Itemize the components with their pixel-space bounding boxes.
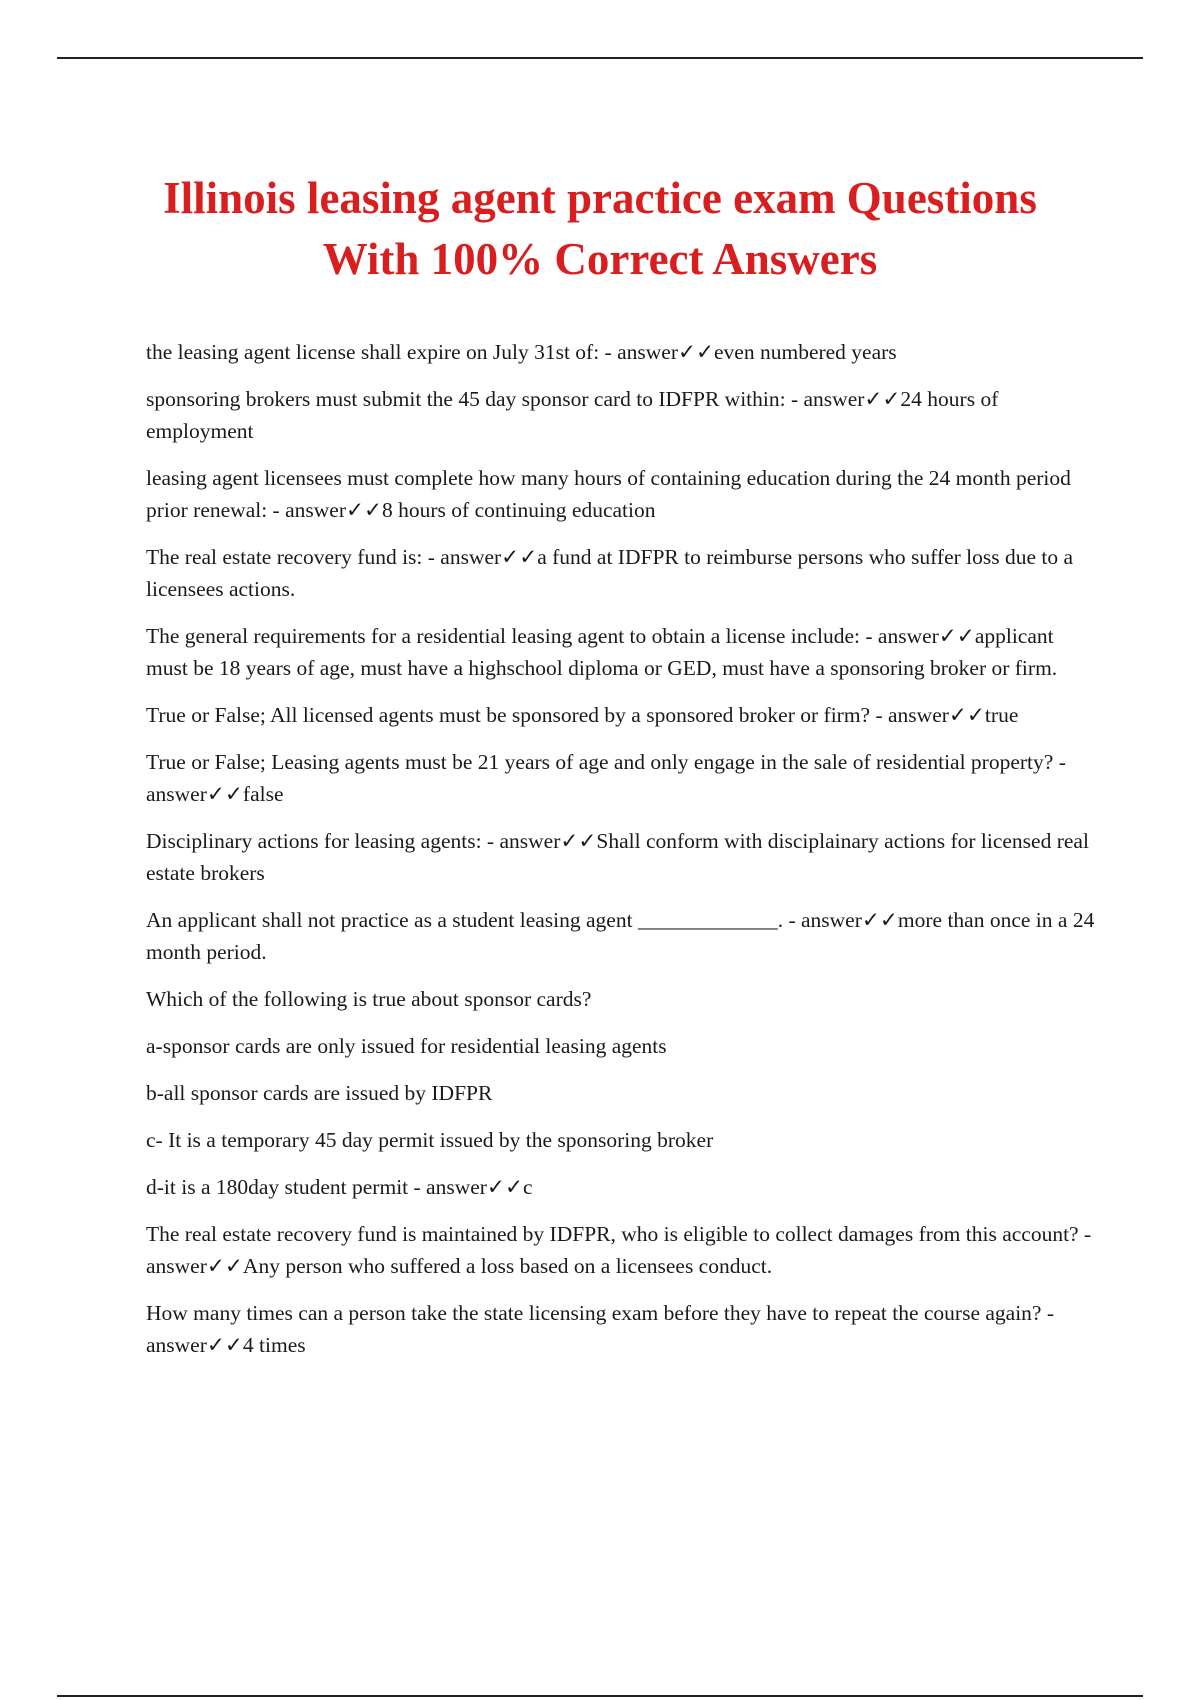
document-body	[146, 336, 1096, 1376]
paragraph-16: How many times can a person take the state licensing exam before they have to repeat the course again? - answer✓✓4 times	[146, 1301, 1055, 1357]
document-title	[100, 168, 1100, 290]
top-rule	[57, 57, 1143, 59]
title-line-1: Illinois leasing agent practice exam Questions	[163, 173, 1037, 223]
paragraph-10: Which of the following is true about sponsor cards?	[146, 987, 592, 1011]
paragraph-9: An applicant shall not practice as a student leasing agent _____________. - answer✓✓more than once in a 24 month period.	[146, 908, 1095, 964]
paragraph-15: The real estate recovery fund is maintained by IDFPR, who is eligible to collect damages from this account? - answer✓✓Any person who suffered a loss based on a licensees conduct.	[146, 1222, 1092, 1278]
bottom-rule	[57, 1695, 1143, 1697]
paragraph-13: c- It is a temporary 45 day permit issued by the sponsoring broker	[146, 1128, 714, 1152]
paragraph-2: sponsoring brokers must submit the 45 day sponsor card to IDFPR within: - answer✓✓24 hours of employment	[146, 387, 999, 443]
paragraph-11: a-sponsor cards are only issued for residential leasing agents	[146, 1034, 667, 1058]
paragraph-12: b-all sponsor cards are issued by IDFPR	[146, 1081, 493, 1105]
paragraph-1: the leasing agent license shall expire on July 31st of: - answer✓✓even numbered years	[146, 340, 897, 364]
paragraph-4: The real estate recovery fund is: - answer✓✓a fund at IDFPR to reimburse persons who suffer loss due to a licensees actions.	[146, 545, 1074, 601]
paragraph-7: True or False; Leasing agents must be 21 years of age and only engage in the sale of residential property? - answer✓✓false	[146, 750, 1066, 806]
paragraph-5: The general requirements for a residential leasing agent to obtain a license include: - answer✓✓applicant must be 18 years of age, must have a highschool diploma or GED, must have a sponsoring broker or firm.	[146, 624, 1058, 680]
title-line-2: With 100% Correct Answers	[322, 234, 878, 284]
paragraph-8: Disciplinary actions for leasing agents: - answer✓✓Shall conform with disciplainary actions for licensed real estate brokers	[146, 829, 1089, 885]
paragraph-14: d-it is a 180day student permit - answer✓✓c	[146, 1175, 533, 1199]
paragraph-6: True or False; All licensed agents must be sponsored by a sponsored broker or firm? - answer✓✓true	[146, 703, 1019, 727]
paragraph-3: leasing agent licensees must complete how many hours of containing education during the 24 month period prior renewal: - answer✓✓8 hours of continuing education	[146, 466, 1071, 522]
